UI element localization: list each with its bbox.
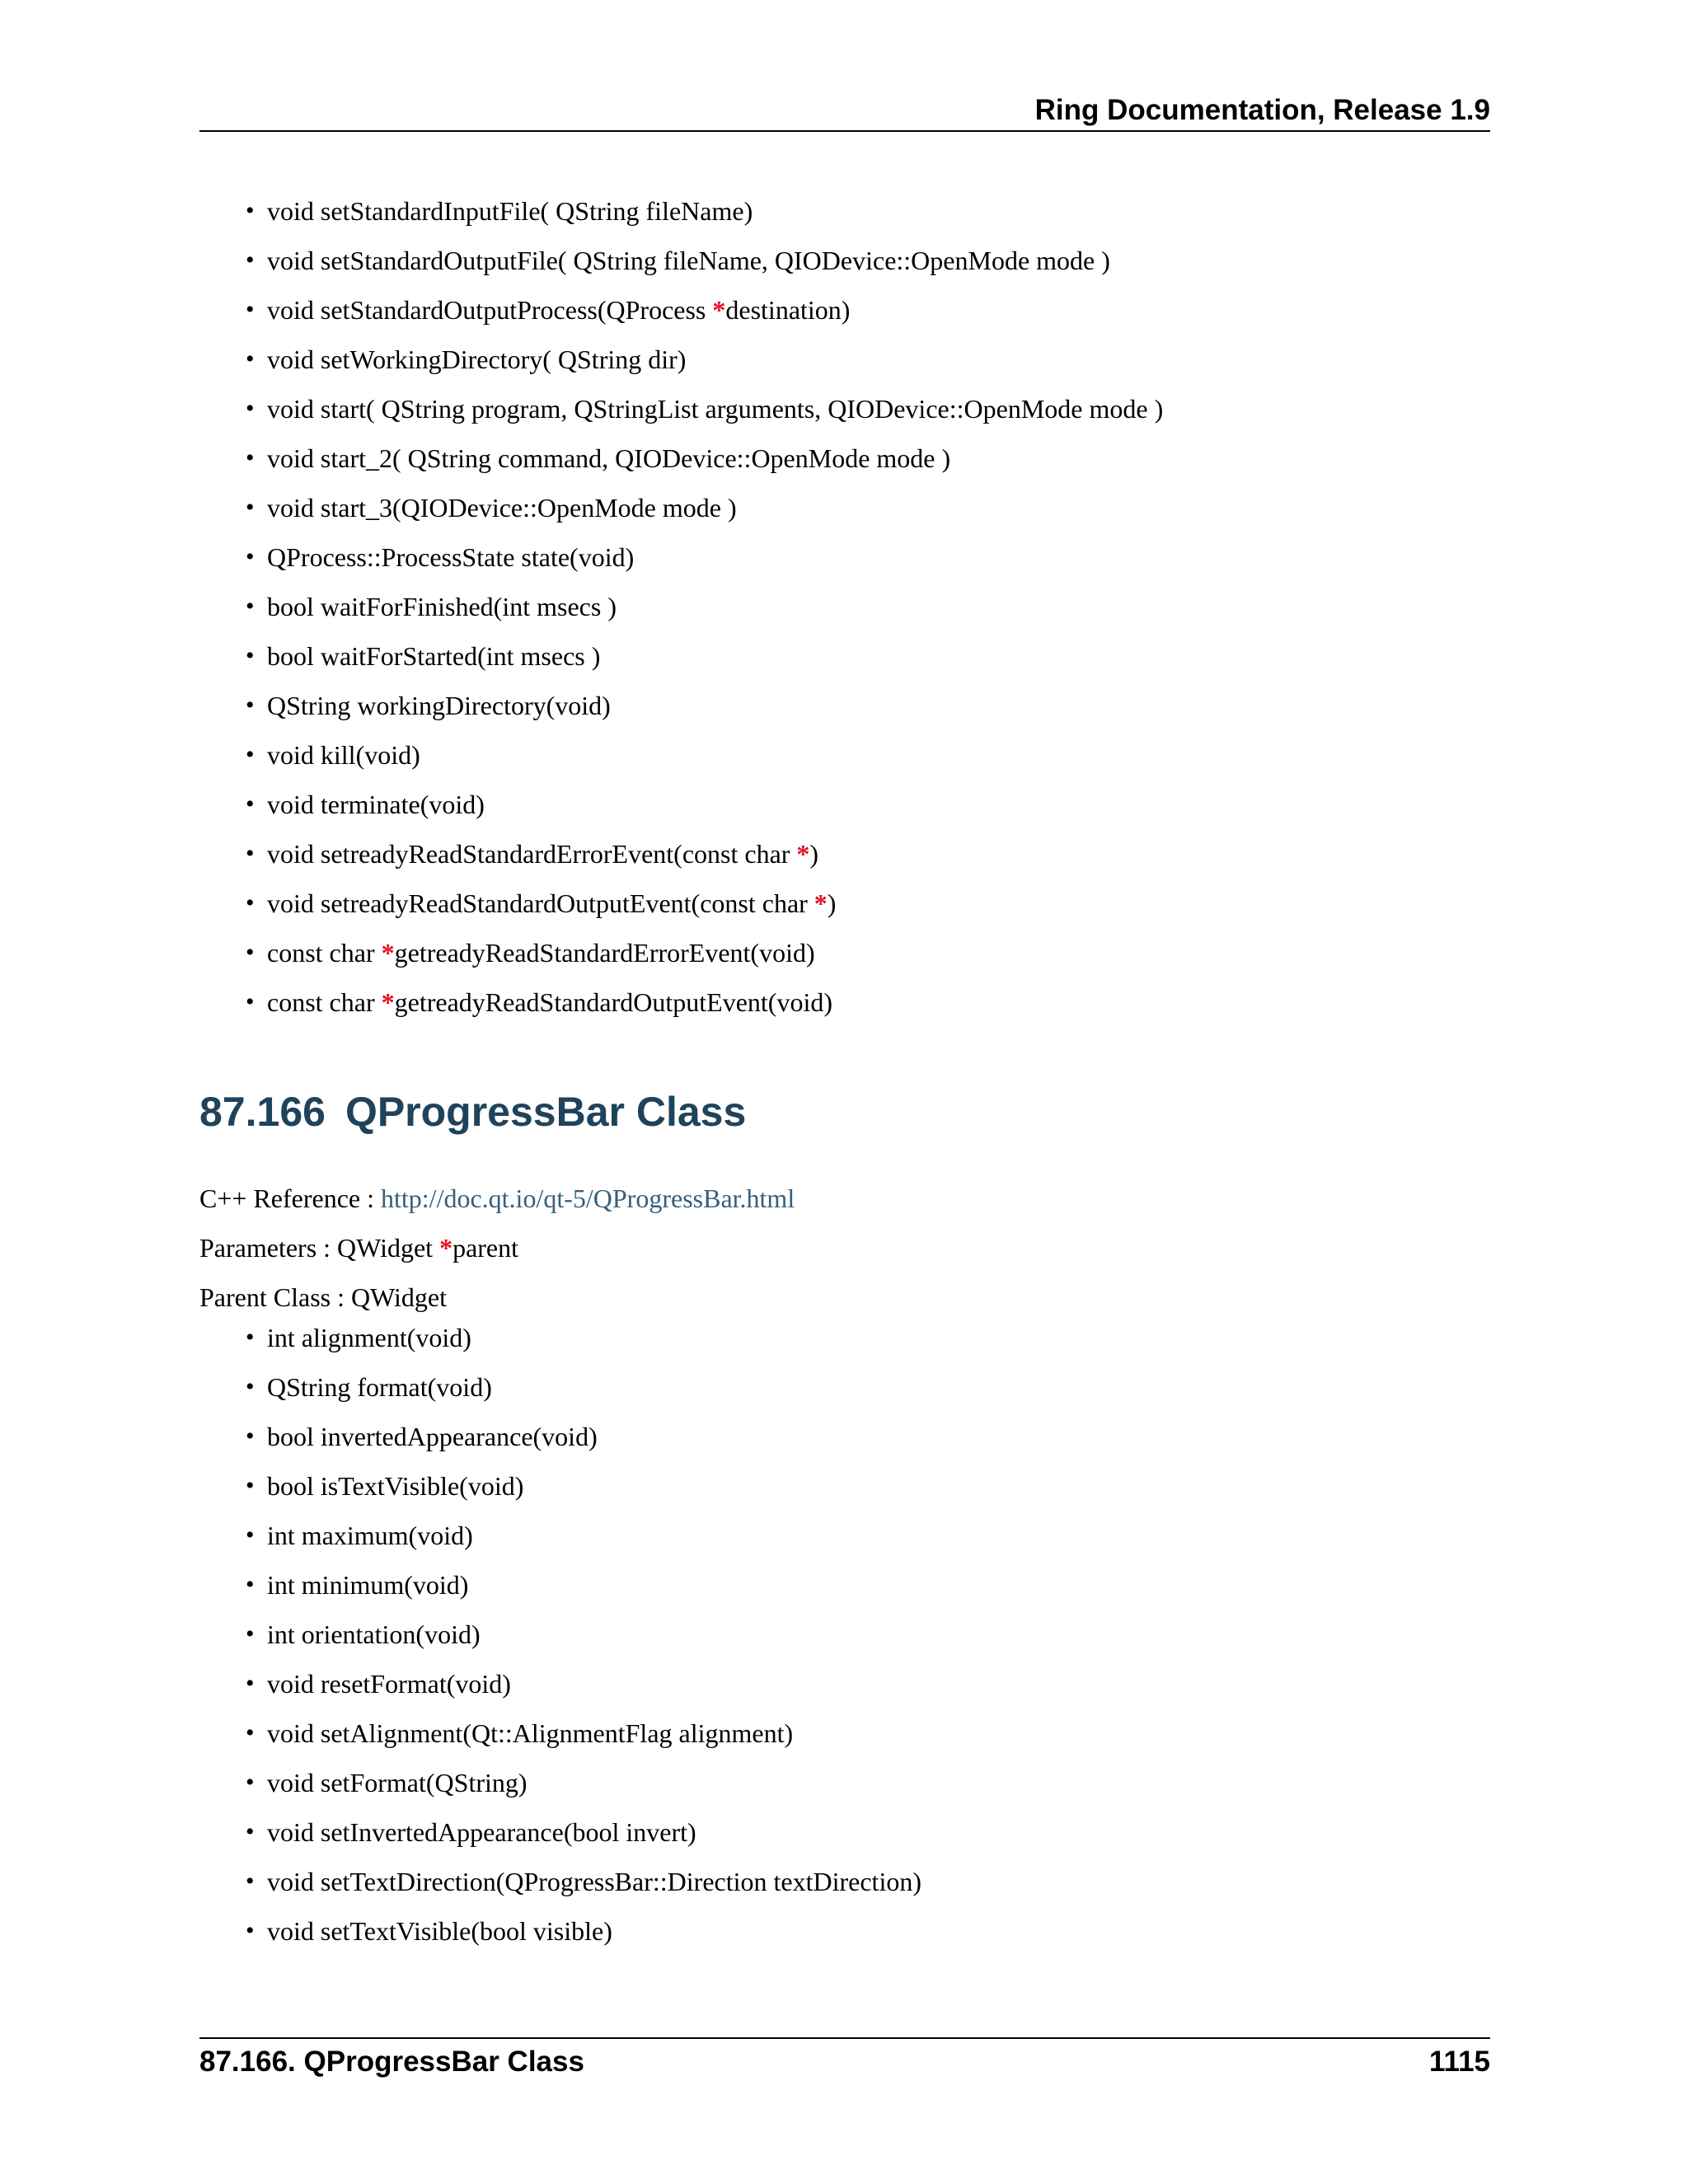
document-page [199,0,1490,2184]
bullet: • [246,593,255,620]
bullet: • [246,1521,255,1549]
method-signature: void terminate(void) [267,790,485,819]
method-list-qprogressbar [246,1321,1465,1964]
running-header: Ring Documentation, Release 1.9 [1034,94,1490,126]
bullet: • [246,691,255,719]
method-signature-tail: ) [809,839,819,869]
bullet: • [246,840,255,867]
method-signature: int minimum(void) [267,1570,469,1600]
cpp-reference-link[interactable]: http://doc.qt.io/qt-5/QProgressBar.html [381,1183,795,1213]
pointer-asterisk: * [712,295,726,325]
method-signature: void setStandardOutputProcess(QProcess [267,295,713,325]
parameters-label: Parameters : QWidget [199,1233,440,1263]
method-signature-tail: ) [827,888,837,918]
pointer-asterisk: * [381,987,395,1017]
parent-class: Parent Class : QWidget [199,1282,447,1312]
list-item [246,1717,1465,1766]
section-heading [199,1086,746,1137]
bullet: • [246,1571,255,1598]
bullet: • [246,1324,255,1351]
list-item [246,1618,1465,1667]
section-title: QProgressBar Class [345,1089,747,1135]
list-item [246,590,1465,640]
list-item [246,689,1465,738]
bullet: • [246,1670,255,1697]
method-signature: void setStandardInputFile( QString fileName) [267,196,753,226]
method-signature: void setTextVisible(bool visible) [267,1916,612,1946]
method-signature: void setreadyReadStandardErrorEvent(const char [267,839,797,869]
cpp-reference [199,1182,795,1215]
list-item [246,1568,1465,1618]
list-item [246,1915,1465,1964]
list-item [246,1865,1465,1915]
footer-section: 87.166. QProgressBar Class [199,2046,584,2078]
method-signature: QProcess::ProcessState state(void) [267,542,635,572]
pointer-asterisk: * [439,1233,453,1263]
list-item [246,1667,1465,1717]
method-signature: void kill(void) [267,740,420,770]
list-item [246,837,1465,887]
bullet: • [246,939,255,966]
bullet: • [246,296,255,323]
method-signature: void start_3(QIODevice::OpenMode mode ) [267,493,737,523]
method-signature: void setStandardOutputFile( QString fileName, QIODevice::OpenMode mode ) [267,246,1110,275]
bullet: • [246,543,255,570]
method-signature: void resetFormat(void) [267,1669,511,1699]
bullet: • [246,1769,255,1796]
pointer-asterisk: * [796,839,810,869]
bullet: • [246,345,255,373]
footer-page-number: 1115 [1429,2046,1490,2078]
list-item [246,1371,1465,1420]
method-signature: int orientation(void) [267,1619,481,1649]
method-signature: void setFormat(QString) [267,1768,528,1797]
bullet: • [246,494,255,521]
parameters-value: parent [452,1233,519,1263]
method-signature: bool isTextVisible(void) [267,1471,524,1501]
list-item [246,1469,1465,1519]
bullet: • [246,1620,255,1647]
method-signature: QString format(void) [267,1372,492,1402]
bullet: • [246,1373,255,1400]
bullet: • [246,790,255,818]
list-item [246,343,1465,392]
parameters [199,1231,518,1264]
method-list-qprocess [246,194,1465,1035]
list-item [246,293,1465,343]
list-item [246,1321,1465,1371]
method-signature: void setreadyReadStandardOutputEvent(const char [267,888,814,918]
method-signature: bool waitForStarted(int msecs ) [267,641,601,671]
method-signature: const char [267,987,382,1017]
pointer-asterisk: * [814,888,828,918]
method-signature: bool waitForFinished(int msecs ) [267,592,617,621]
bullet: • [246,395,255,422]
method-signature: void setInvertedAppearance(bool invert) [267,1817,696,1847]
list-item [246,1420,1465,1469]
method-signature: int maximum(void) [267,1521,473,1550]
bullet: • [246,889,255,916]
list-item [246,392,1465,442]
bullet: • [246,1422,255,1450]
method-signature: bool invertedAppearance(void) [267,1422,598,1451]
bullet: • [246,642,255,669]
list-item [246,194,1465,244]
header-rule [199,130,1490,132]
list-item [246,1519,1465,1568]
list-item [246,1766,1465,1816]
list-item [246,1816,1465,1865]
list-item [246,244,1465,293]
bullet: • [246,197,255,224]
list-item [246,936,1465,986]
list-item [246,541,1465,590]
method-signature: const char [267,938,382,968]
pointer-asterisk: * [381,938,395,968]
method-signature-tail: getreadyReadStandardErrorEvent(void) [394,938,815,968]
list-item [246,640,1465,689]
list-item [246,887,1465,936]
method-signature: QString workingDirectory(void) [267,691,611,720]
method-signature: void setTextDirection(QProgressBar::Direction textDirection) [267,1867,921,1896]
method-signature: void start_2( QString command, QIODevice::OpenMode mode ) [267,443,951,473]
list-item [246,491,1465,541]
cpp-reference-label: C++ Reference : [199,1183,381,1213]
list-item [246,788,1465,837]
bullet: • [246,1818,255,1845]
bullet: • [246,444,255,471]
list-item [246,986,1465,1035]
method-signature: void start( QString program, QStringList arguments, QIODevice::OpenMode mode ) [267,394,1164,424]
list-item [246,738,1465,788]
bullet: • [246,1917,255,1944]
bullet: • [246,246,255,274]
method-signature: void setAlignment(Qt::AlignmentFlag alignment) [267,1718,794,1748]
footer-rule [199,2037,1490,2039]
bullet: • [246,1719,255,1746]
bullet: • [246,988,255,1015]
list-item [246,442,1465,491]
method-signature-tail: destination) [725,295,851,325]
section-number: 87.166 [199,1089,326,1135]
bullet: • [246,1868,255,1895]
method-signature: void setWorkingDirectory( QString dir) [267,344,687,374]
bullet: • [246,741,255,768]
method-signature: int alignment(void) [267,1323,471,1352]
bullet: • [246,1472,255,1499]
method-signature-tail: getreadyReadStandardOutputEvent(void) [394,987,832,1017]
